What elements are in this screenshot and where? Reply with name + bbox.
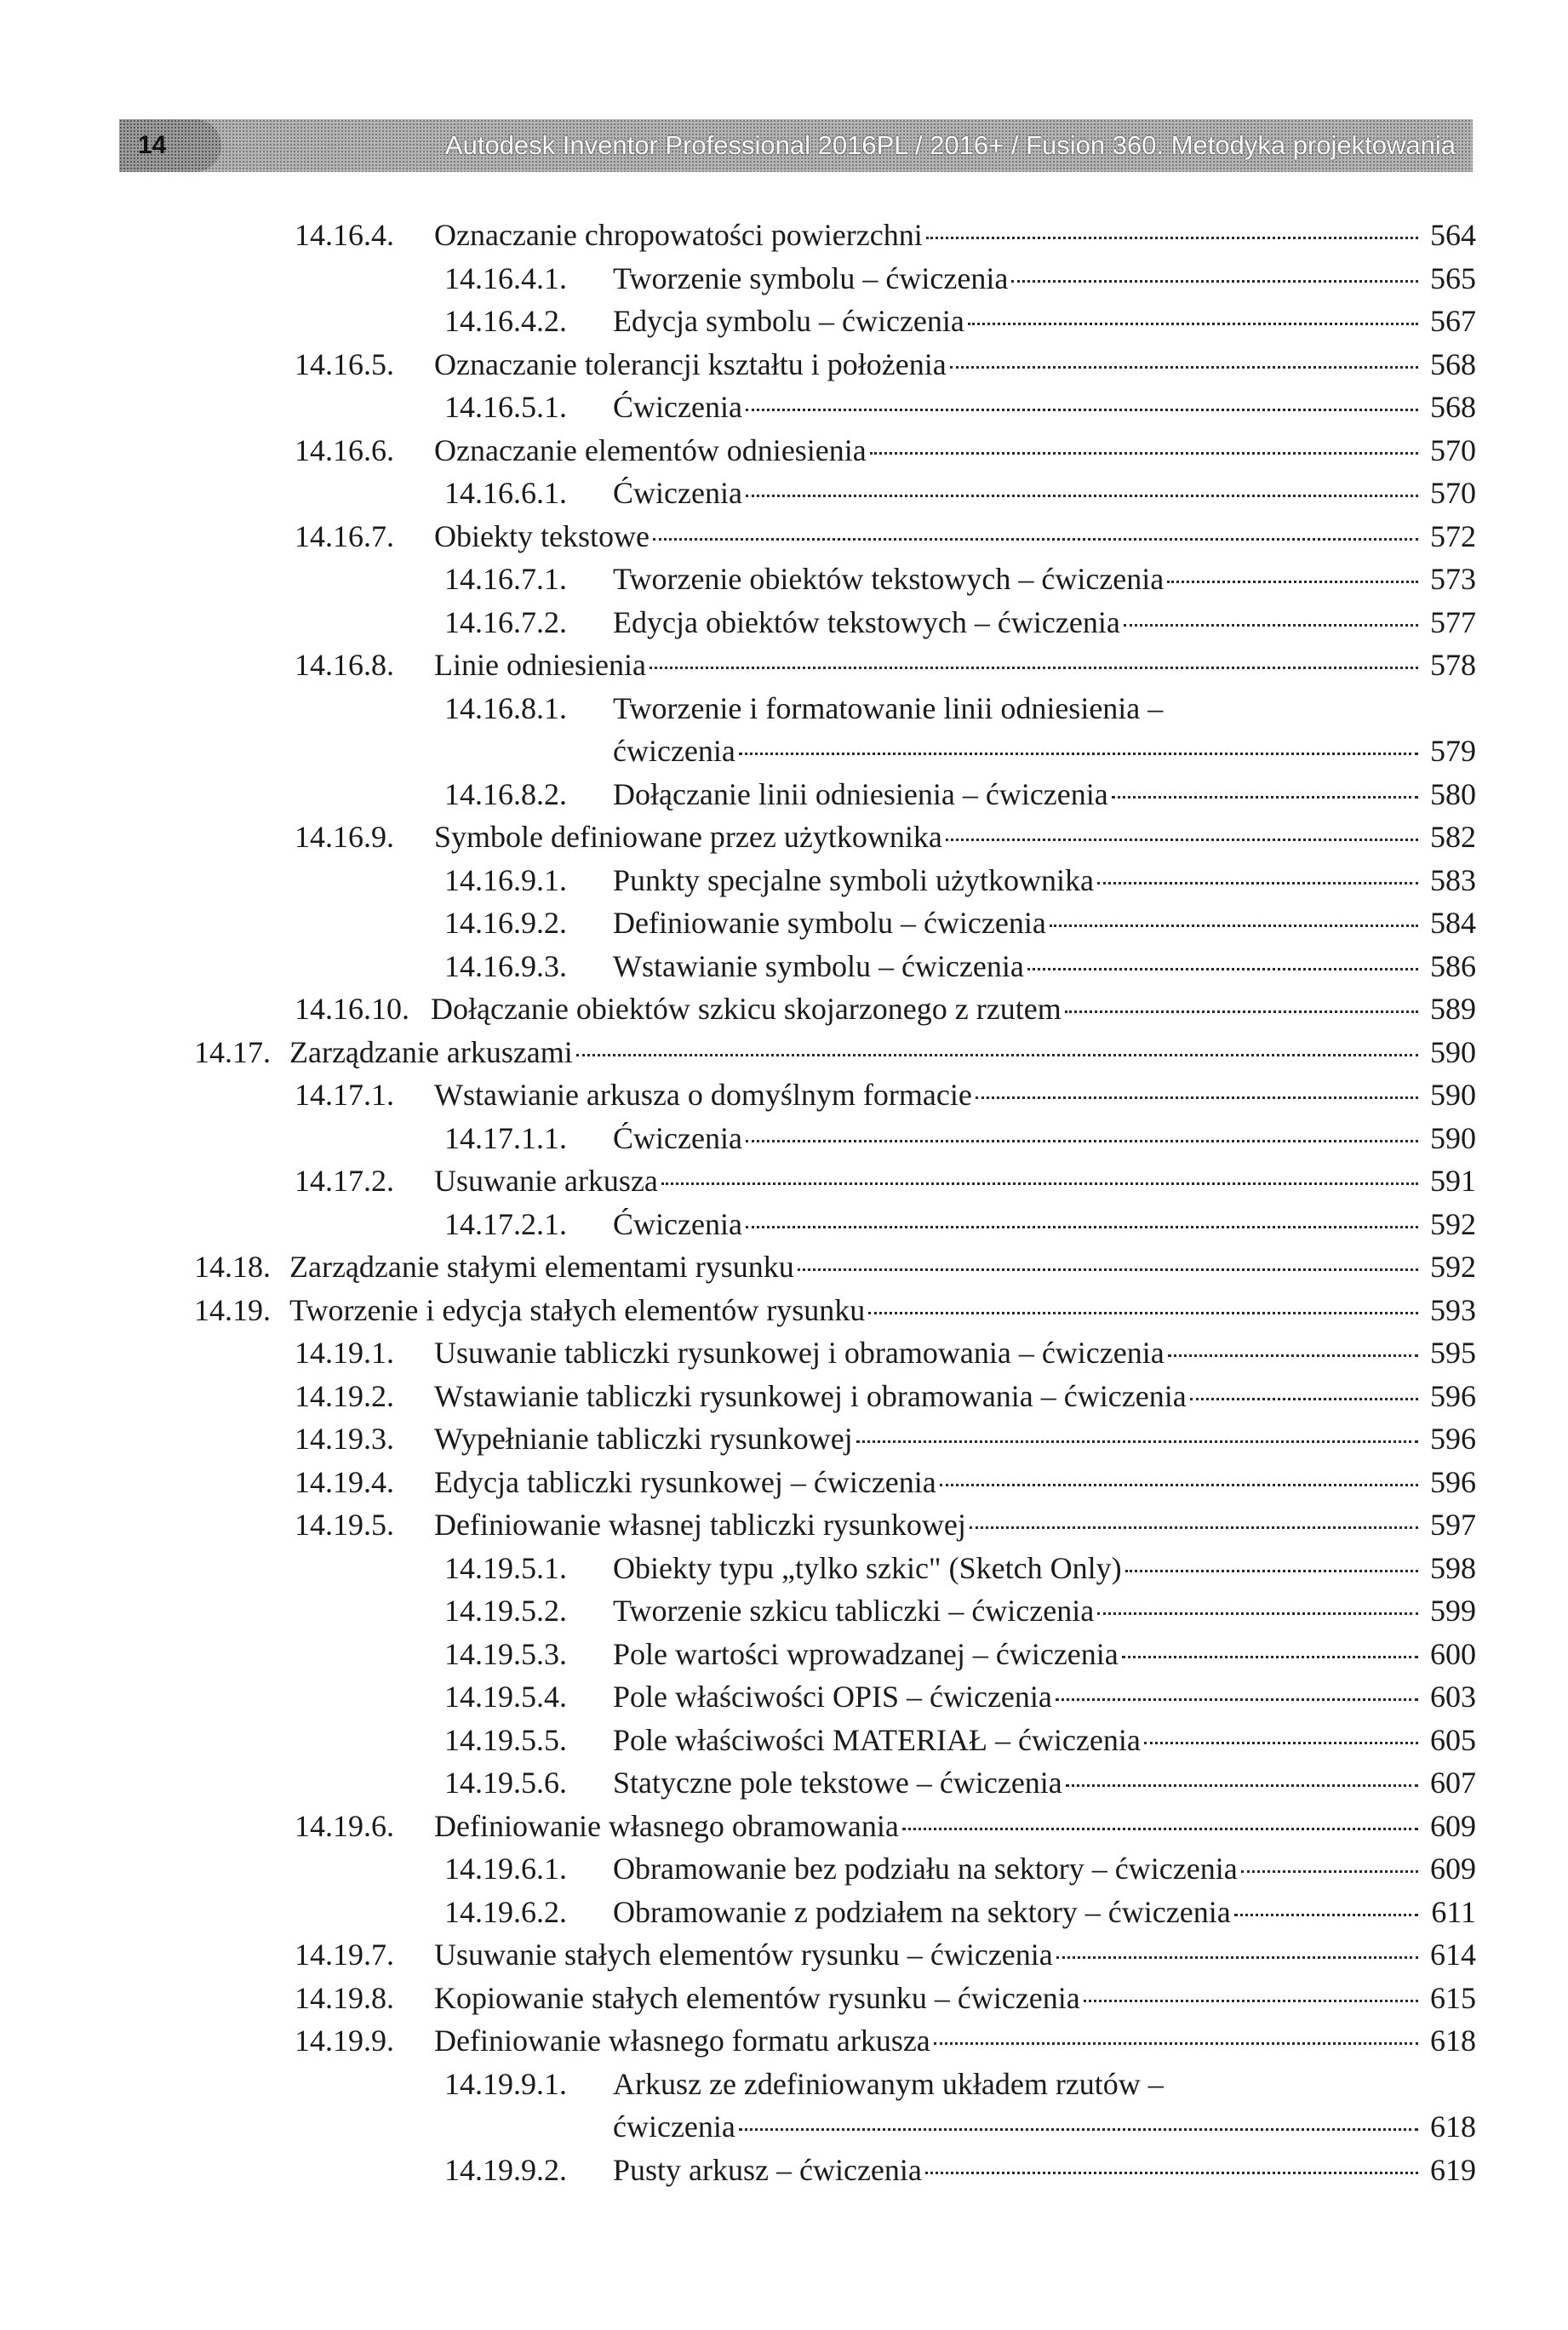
toc-entry-number: 14.17.1.1. [444,1120,567,1155]
toc-entry[interactable] [0,256,1568,300]
toc-entry[interactable] [0,901,1568,944]
toc-entry-number: 14.16.4.2. [444,304,567,338]
toc-entry[interactable] [0,1073,1568,1116]
toc-entry-number: 14.16.9.1. [444,862,567,897]
toc-entry[interactable] [0,1417,1568,1460]
toc-entry[interactable] [0,1202,1568,1245]
dot-leader [1011,280,1418,283]
dot-leader [1097,1612,1418,1615]
toc-entry-page: 578 [1430,648,1476,682]
dot-leader [746,409,1418,411]
toc-entry-title: Tworzenie symbolu – ćwiczenia [613,260,1009,295]
toc-entry-title: Pole właściwości MATERIAŁ – ćwiczenia [613,1722,1141,1757]
toc-entry-title: Linie odniesienia [434,648,646,682]
toc-entry-continuation[interactable] [0,729,1568,772]
dot-leader [1066,1784,1418,1787]
toc-entry-page: 584 [1430,906,1476,940]
dot-leader [1190,1398,1418,1400]
dot-leader [1097,882,1418,884]
toc-entry-number: 14.19.1. [295,1336,394,1370]
toc-entry-continuation[interactable] [0,2104,1568,2148]
toc-entry-number: 14.16.7.1. [444,562,567,596]
toc-entry-page: 590 [1430,1120,1476,1155]
dot-leader [1241,1870,1418,1873]
toc-entry-title: Ćwiczenia [613,390,742,424]
toc-entry-page: 598 [1430,1550,1476,1585]
dot-leader [576,1054,1418,1056]
toc-entry-title: Oznaczanie elementów odniesienia [434,432,867,467]
toc-entry-title-continuation: ćwiczenia [613,2110,735,2144]
toc-entry-page: 618 [1430,2024,1476,2058]
dot-leader [856,1440,1418,1443]
toc-entry-number: 14.17.1. [295,1078,394,1112]
toc-entry-title: Ćwiczenia [613,1120,742,1155]
toc-entry[interactable] [0,1116,1568,1159]
toc-entry-title: Tworzenie obiektów tekstowych – ćwiczenia [613,562,1165,596]
toc-entry-title: Punkty specjalne symboli użytkownika [613,862,1094,897]
toc-entry-page: 572 [1430,518,1476,553]
toc-entry-title: Definiowanie własnego formatu arkusza [434,2024,930,2058]
toc-entry-number: 14.16.4. [295,218,394,252]
toc-entry-number: 14.17.2.1. [444,1206,567,1241]
toc-entry-title: Arkusz ze zdefiniowanym układem rzutów – [613,2066,1164,2101]
toc-entry-number: 14.16.9. [295,820,394,854]
toc-entry[interactable] [0,342,1568,386]
toc-entry[interactable] [0,1932,1568,1976]
toc-entry-page: 605 [1430,1722,1476,1757]
toc-entry[interactable] [0,1460,1568,1503]
toc-entry-number: 14.19.5.1. [444,1550,567,1585]
dot-leader [746,495,1418,497]
toc-entry-page: 615 [1430,1980,1476,2015]
toc-entry-title: Obramowanie z podziałem na sektory – ćwiczenia [613,1894,1231,1929]
toc-entry-number: 14.19.4. [295,1464,394,1499]
toc-entry-page: 582 [1430,820,1476,854]
toc-entry-title: Zarządzanie stałymi elementami rysunku [289,1250,794,1284]
toc-entry[interactable] [0,1546,1568,1589]
toc-entry-title: Statyczne pole tekstowe – ćwiczenia [613,1766,1062,1800]
toc-entry-number: 14.17.2. [295,1164,394,1198]
toc-entry-title: Definiowanie symbolu – ćwiczenia [613,906,1046,940]
toc-entry-number: 14.19.5.5. [444,1722,567,1757]
toc-entry[interactable] [0,1589,1568,1632]
toc-entry[interactable] [0,686,1568,730]
toc-entry-page: 618 [1430,2110,1476,2144]
toc-entry-title: Oznaczanie chropowatości powierzchni [434,218,923,252]
toc-entry[interactable] [0,2148,1568,2191]
toc-entry-title: Edycja symbolu – ćwiczenia [613,304,964,338]
toc-entry-page: 577 [1430,604,1476,639]
toc-entry-title: Zarządzanie arkuszami [289,1034,573,1069]
dot-leader [1234,1914,1418,1916]
toc-entry-number: 14.19.6. [295,1808,394,1843]
dot-leader [1112,796,1418,799]
toc-entry-number: 14.19.7. [295,1938,394,1972]
toc-entry-title: Symbole definiowane przez użytkownika [434,820,942,854]
toc-entry[interactable] [0,1288,1568,1331]
toc-entry-page: 589 [1430,992,1476,1026]
toc-entry-title: Oznaczanie tolerancji kształtu i położenia [434,346,947,381]
dot-leader [739,753,1418,755]
dot-leader [739,2128,1418,2131]
toc-entry-title: Wstawianie tabliczki rysunkowej i obramowania – ćwiczenia [434,1378,1187,1413]
toc-entry-number: 14.18. [194,1250,271,1284]
toc-entry[interactable] [0,1760,1568,1804]
toc-entry-title: Obiekty tekstowe [434,518,650,553]
dot-leader [1167,581,1418,583]
toc-entry-number: 14.19.5.2. [444,1594,567,1628]
toc-entry-page: 609 [1430,1852,1476,1886]
toc-entry-number: 14.19.9.2. [444,2152,567,2187]
toc-entry[interactable] [0,1718,1568,1761]
toc-entry[interactable] [0,1890,1568,1933]
toc-entry-title: Usuwanie stałych elementów rysunku – ćwiczenia [434,1938,1053,1972]
toc-entry-page: 579 [1430,734,1476,768]
toc-entry-title: Kopiowanie stałych elementów rysunku – ćwiczenia [434,1980,1080,2015]
toc-entry[interactable] [0,514,1568,558]
toc-entry-number: 14.16.9.2. [444,906,567,940]
toc-entry-page: 592 [1430,1206,1476,1241]
dot-leader [925,2172,1418,2174]
dot-leader [1084,2000,1418,2002]
toc-entry-page: 597 [1430,1508,1476,1542]
page-number: 14 [138,131,167,159]
toc-entry[interactable] [0,2018,1568,2062]
toc-entry[interactable] [0,1675,1568,1718]
table-of-contents [0,213,1568,2190]
toc-entry-page: 564 [1430,218,1476,252]
toc-entry-title: Tworzenie i formatowanie linii odniesienia – [613,690,1164,725]
toc-entry-number: 14.19.9. [295,2024,394,2058]
toc-entry-number: 14.19.3. [295,1422,394,1456]
toc-entry-number: 14.16.10. [295,992,409,1026]
dot-leader [1050,925,1418,927]
toc-entry-title-continuation: ćwiczenia [613,734,735,768]
dot-leader [746,1226,1418,1228]
dot-leader [968,323,1418,325]
toc-entry-number: 14.16.9.3. [444,948,567,983]
book-title: Autodesk Inventor Professional 2016PL / 2016+ / Fusion 360. Metodyka projektowania [444,130,1456,160]
toc-entry-page: 565 [1430,260,1476,295]
toc-entry-title: Pusty arkusz – ćwiczenia [613,2152,922,2187]
toc-entry-page: 567 [1430,304,1476,338]
page-number-badge [119,119,221,172]
running-header [119,119,1473,172]
toc-entry-number: 14.16.8. [295,648,394,682]
dot-leader [1065,1010,1418,1013]
toc-entry-number: 14.16.8.1. [444,690,567,725]
toc-entry-number: 14.16.5. [295,346,394,381]
toc-entry-number: 14.19.5. [295,1508,394,1542]
toc-entry[interactable] [0,772,1568,816]
dot-leader [1056,1956,1418,1959]
toc-entry-page: 609 [1430,1808,1476,1843]
toc-entry[interactable] [0,1030,1568,1073]
dot-leader [926,237,1418,239]
toc-entry-title: Usuwanie tabliczki rysunkowej i obramowania – ćwiczenia [434,1336,1165,1370]
toc-entry-page: 586 [1430,948,1476,983]
toc-entry-page: 593 [1430,1292,1476,1327]
dot-leader [798,1268,1418,1271]
toc-entry-number: 14.19.5.6. [444,1766,567,1800]
toc-entry-number: 14.17. [194,1034,271,1069]
toc-entry-number: 14.19.8. [295,1980,394,2015]
toc-entry-title: Wstawianie arkusza o domyślnym formacie [434,1078,972,1112]
toc-entry-title: Pole wartości wprowadzanej – ćwiczenia [613,1636,1119,1671]
dot-leader [970,1526,1418,1529]
toc-entry-number: 14.19.2. [295,1378,394,1413]
dot-leader [976,1096,1418,1099]
toc-entry-page: 599 [1430,1594,1476,1628]
toc-entry-page: 573 [1430,562,1476,596]
toc-entry-number: 14.19.6.2. [444,1894,567,1929]
toc-entry[interactable] [0,299,1568,342]
toc-entry-page: 568 [1430,346,1476,381]
toc-entry-page: 590 [1430,1078,1476,1112]
dot-leader [1144,1742,1418,1744]
toc-entry[interactable] [0,987,1568,1030]
toc-entry-page: 590 [1430,1034,1476,1069]
toc-entry-page: 603 [1430,1680,1476,1714]
toc-entry-number: 14.19. [194,1292,271,1327]
toc-entry[interactable] [0,1976,1568,2019]
dot-leader [1124,624,1418,627]
toc-entry-number: 14.19.5.4. [444,1680,567,1714]
toc-entry[interactable] [0,385,1568,428]
dot-leader [1168,1354,1418,1357]
toc-entry-title: Pole właściwości OPIS – ćwiczenia [613,1680,1052,1714]
dot-leader [902,1828,1418,1830]
toc-entry-number: 14.16.7.2. [444,604,567,639]
toc-entry-number: 14.16.8.2. [444,776,567,811]
toc-entry-number: 14.19.5.3. [444,1636,567,1671]
toc-entry-page: 596 [1430,1378,1476,1413]
toc-entry-page: 592 [1430,1250,1476,1284]
toc-entry[interactable] [0,1374,1568,1417]
toc-entry-title: Ćwiczenia [613,476,742,510]
toc-entry-page: 591 [1430,1164,1476,1198]
toc-entry-page: 607 [1430,1766,1476,1800]
toc-entry-page: 596 [1430,1422,1476,1456]
toc-entry-title: Dołączanie linii odniesienia – ćwiczenia [613,776,1108,811]
dot-leader [1027,968,1418,970]
toc-entry[interactable] [0,1331,1568,1374]
toc-entry[interactable] [0,2062,1568,2105]
dot-leader [1125,1570,1418,1572]
toc-entry-title: Definiowanie własnego obramowania [434,1808,899,1843]
toc-entry-title: Ćwiczenia [613,1206,742,1241]
dot-leader [870,452,1418,455]
dot-leader [653,538,1418,541]
toc-entry-page: 570 [1430,476,1476,510]
toc-entry[interactable] [0,643,1568,686]
toc-entry-page: 583 [1430,862,1476,897]
toc-entry-title: Wypełnianie tabliczki rysunkowej [434,1422,853,1456]
toc-entry[interactable] [0,1632,1568,1675]
toc-entry-title: Wstawianie symbolu – ćwiczenia [613,948,1024,983]
toc-entry-number: 14.16.6. [295,432,394,467]
toc-entry-title: Obiekty typu „tylko szkic" (Sketch Only) [613,1550,1122,1585]
dot-leader [946,839,1418,841]
toc-entry[interactable] [0,471,1568,514]
toc-entry-page: 570 [1430,432,1476,467]
toc-entry[interactable] [0,428,1568,472]
toc-entry[interactable] [0,815,1568,858]
toc-entry-page: 595 [1430,1336,1476,1370]
toc-entry-page: 580 [1430,776,1476,811]
toc-entry[interactable] [0,944,1568,988]
toc-entry[interactable] [0,1245,1568,1288]
toc-entry-title: Tworzenie i edycja stałych elementów rysunku [289,1292,866,1327]
toc-entry-page: 614 [1430,1938,1476,1972]
dot-leader [868,1312,1418,1314]
toc-entry[interactable] [0,557,1568,600]
toc-entry-title: Tworzenie szkicu tabliczki – ćwiczenia [613,1594,1095,1628]
toc-entry-title: Edycja obiektów tekstowych – ćwiczenia [613,604,1120,639]
dot-leader [1056,1698,1418,1701]
dot-leader [1122,1656,1418,1658]
toc-entry-title: Edycja tabliczki rysunkowej – ćwiczenia [434,1464,936,1499]
toc-entry-number: 14.16.5.1. [444,390,567,424]
toc-entry-page: 611 [1431,1894,1476,1929]
toc-entry[interactable] [0,1804,1568,1847]
toc-entry-title: Usuwanie arkusza [434,1164,658,1198]
toc-entry-title: Obramowanie bez podziału na sektory – ćwiczenia [613,1852,1238,1886]
dot-leader [934,2042,1418,2045]
toc-entry[interactable] [0,1503,1568,1546]
toc-entry-title: Dołączanie obiektów szkicu skojarzonego z rzutem [431,992,1062,1026]
toc-entry-number: 14.16.6.1. [444,476,567,510]
dot-leader [661,1182,1418,1185]
toc-entry-number: 14.16.7. [295,518,394,553]
toc-entry-number: 14.19.6.1. [444,1852,567,1886]
toc-entry-page: 596 [1430,1464,1476,1499]
toc-entry-page: 568 [1430,390,1476,424]
toc-entry[interactable] [0,1159,1568,1202]
toc-entry[interactable] [0,858,1568,902]
toc-entry-number: 14.19.9.1. [444,2066,567,2101]
dot-leader [650,667,1418,669]
toc-entry-page: 619 [1430,2152,1476,2187]
toc-entry-page: 600 [1430,1636,1476,1671]
toc-entry-number: 14.16.4.1. [444,260,567,295]
toc-entry-title: Definiowanie własnej tabliczki rysunkowej [434,1508,966,1542]
toc-entry[interactable] [0,1846,1568,1890]
dot-leader [940,1484,1418,1486]
toc-entry[interactable] [0,213,1568,256]
toc-entry[interactable] [0,600,1568,644]
dot-leader [950,366,1418,369]
dot-leader [746,1140,1418,1142]
